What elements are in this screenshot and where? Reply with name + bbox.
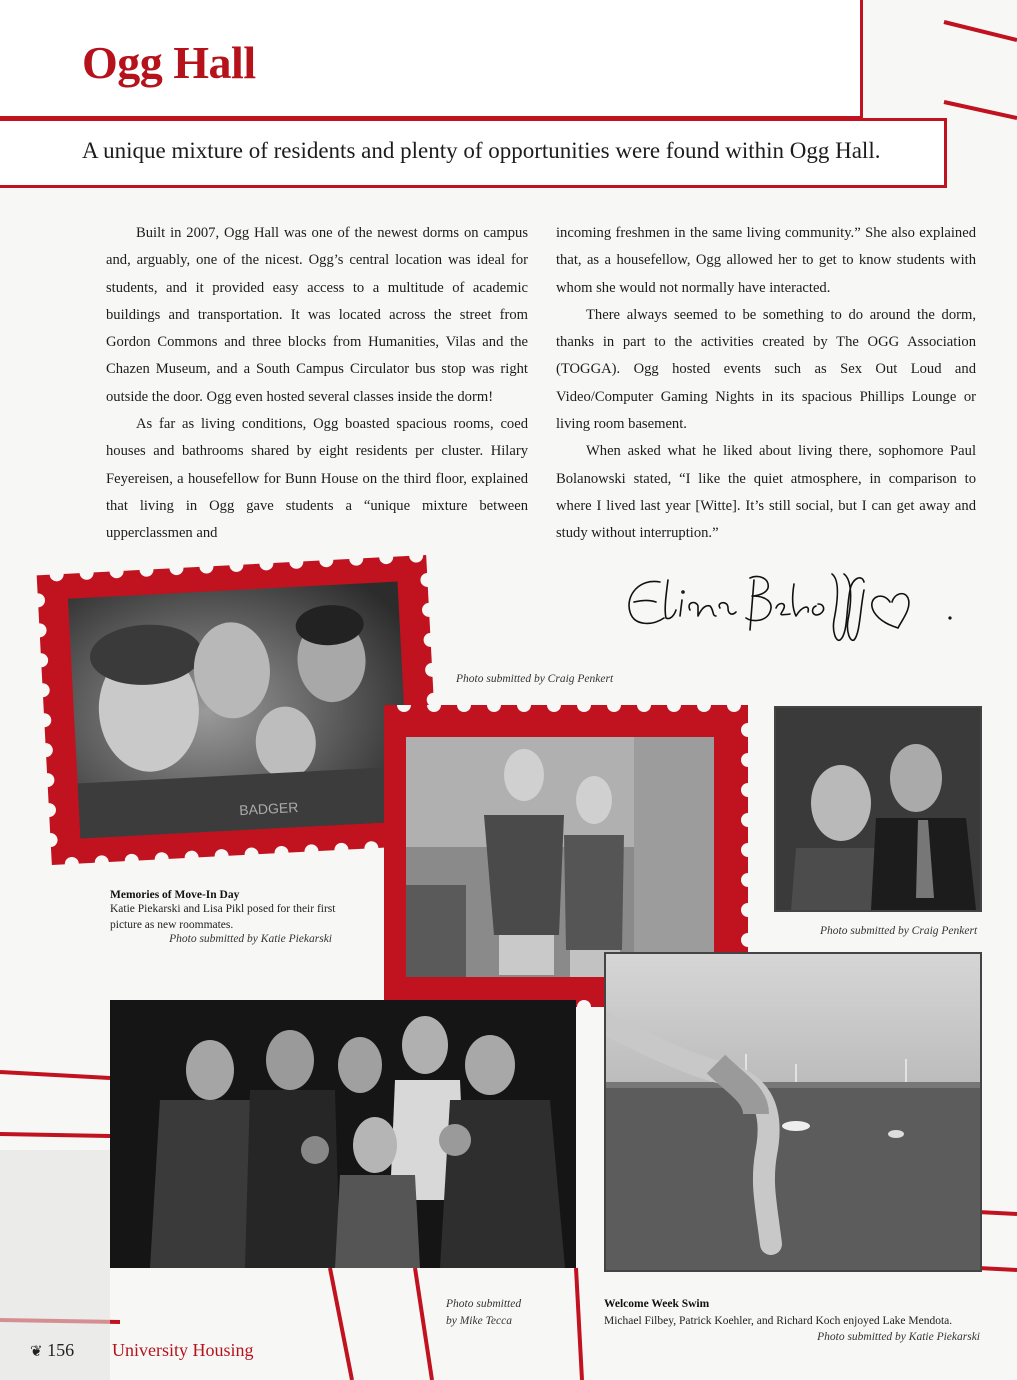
section-name: University Housing	[112, 1340, 254, 1360]
couple-photo-credit: Photo submitted by Craig Penkert	[820, 925, 978, 937]
swim-photo-credit: Photo submitted by Katie Piekarski	[817, 1331, 980, 1343]
movein-caption-text: Katie Piekarski and Lisa Pikl posed for their first picture as new roommates.	[110, 903, 336, 931]
shirt-lettering: BADGER	[238, 799, 299, 819]
stadium-photo-credit: Photo submitted by Craig Penkert	[456, 673, 614, 685]
page-number	[30, 1340, 74, 1361]
article-column-1	[106, 220, 528, 548]
article-column-2	[556, 220, 976, 548]
page-title: Ogg Hall	[82, 37, 256, 88]
movein-caption	[110, 889, 340, 945]
page-subtitle: A unique mixture of residents and plenty of opportunities were found within Ogg Hall.	[82, 138, 881, 163]
movein-photo-credit: Photo submitted by Katie Piekarski	[169, 933, 332, 945]
article-paragraph: Built in 2007, Ogg Hall was one of the newest dorms on campus and, arguably, one of the nicest. Ogg’s central location was ideal for students, and it provided easy access to a multitude of academic buildings and transportation. It was located across the street from Gordon Commons and three blocks from Humanities, Vilas and the Chazen Museum, and a South Campus Circulator bus stop was right outside the door. Ogg even hosted several classes inside the dorm!	[106, 225, 528, 405]
movein-caption-title: Memories of Move-In Day	[110, 889, 240, 901]
swim-caption-title: Welcome Week Swim	[604, 1298, 710, 1310]
group-photo-credit	[446, 1296, 521, 1330]
article-paragraph: As far as living conditions, Ogg boasted spacious rooms, coed houses and bathrooms shared by eight residents per cluster. Hilary Feyereisen, a housefellow for Bunn House on the third floor, explained that living in Ogg gave students a “unique mixture between upperclassmen and	[106, 416, 528, 542]
stadium-stamp-photo	[34, 545, 444, 875]
article-paragraph: When asked what he liked about living there, sophomore Paul Bolanowski stated, “I like the quiet atmosphere, in comparison to where I lived last year [Witte]. It’s still social, but I can get away and study without interruption.”	[556, 443, 976, 542]
page-number-text: 156	[47, 1340, 75, 1360]
couple-photo	[774, 706, 982, 912]
paw-icon: ❦	[30, 1344, 43, 1360]
lake-swim-photo	[604, 952, 982, 1272]
article-paragraph: There always seemed to be something to do around the dorm, thanks in part to the activities created by The OGG Association (TOGGA). Ogg hosted events such as Sex Out Loud and Video/Computer Gaming Nights in its spacious Phillips Lounge or living room basement.	[556, 306, 976, 433]
group-photo-credit-line1: Photo submitted	[446, 1298, 522, 1310]
article-paragraph-continued: incoming freshmen in the same living community.” She also explained that, as a housefellow, Ogg allowed her to get to know students with whom she would not normally have interacted.	[556, 225, 976, 296]
swim-caption-text: Michael Filbey, Patrick Koehler, and Richard Koch enjoyed Lake Mendota.	[604, 1315, 953, 1327]
swim-caption	[604, 1296, 984, 1346]
author-signature	[620, 560, 960, 650]
group-photo	[110, 1000, 576, 1268]
group-photo-credit-line2: by Mike Tecca	[446, 1315, 512, 1327]
